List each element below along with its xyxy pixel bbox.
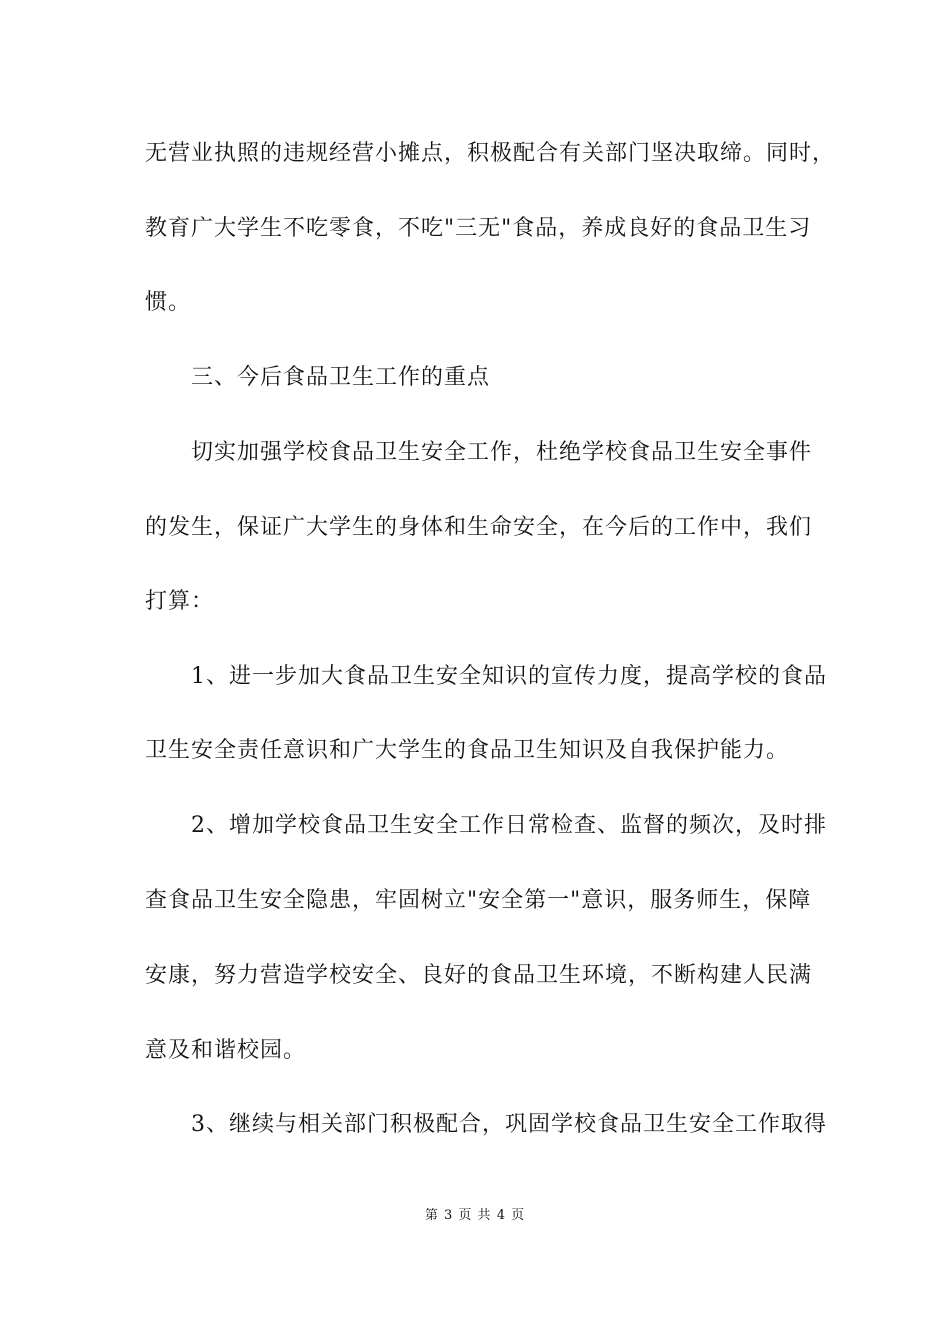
body-line-5: 切实加强学校食品卫生安全工作，杜绝学校食品卫生安全事件 <box>191 440 813 465</box>
body-line-2: 教育广大学生不吃零食，不吃"三无"食品，养成良好的食品卫生习 <box>145 216 812 241</box>
section-heading: 三、今后食品卫生工作的重点 <box>191 365 491 390</box>
body-line-7: 打算： <box>145 589 215 614</box>
page-footer: 第 3 页 共 4 页 <box>424 1208 526 1223</box>
body-line-6: 的发生，保证广大学生的身体和生命安全，在今后的工作中，我们 <box>145 515 813 540</box>
body-line-3: 惯。 <box>145 290 192 315</box>
list-item-3-line-1: 3、继续与相关部门积极配合，巩固学校食品卫生安全工作取得 <box>191 1112 827 1137</box>
list-item-2-line-1: 2、增加学校食品卫生安全工作日常检查、监督的频次，及时排 <box>191 813 827 838</box>
list-item-1-line-1: 1、进一步加大食品卫生安全知识的宣传力度，提高学校的食品 <box>191 664 827 689</box>
list-item-2-line-3: 安康，努力营造学校安全、良好的食品卫生环境，不断构建人民满 <box>145 963 813 988</box>
list-item-1-line-2: 卫生安全责任意识和广大学生的食品卫生知识及自我保护能力。 <box>145 738 790 763</box>
list-item-2-line-2: 查食品卫生安全隐患，牢固树立"安全第一"意识，服务师生，保障 <box>145 888 812 913</box>
body-line-1: 无营业执照的违规经营小摊点，积极配合有关部门坚决取缔。同时， <box>145 141 836 166</box>
list-item-2-line-4: 意及和谐校园。 <box>145 1038 307 1063</box>
